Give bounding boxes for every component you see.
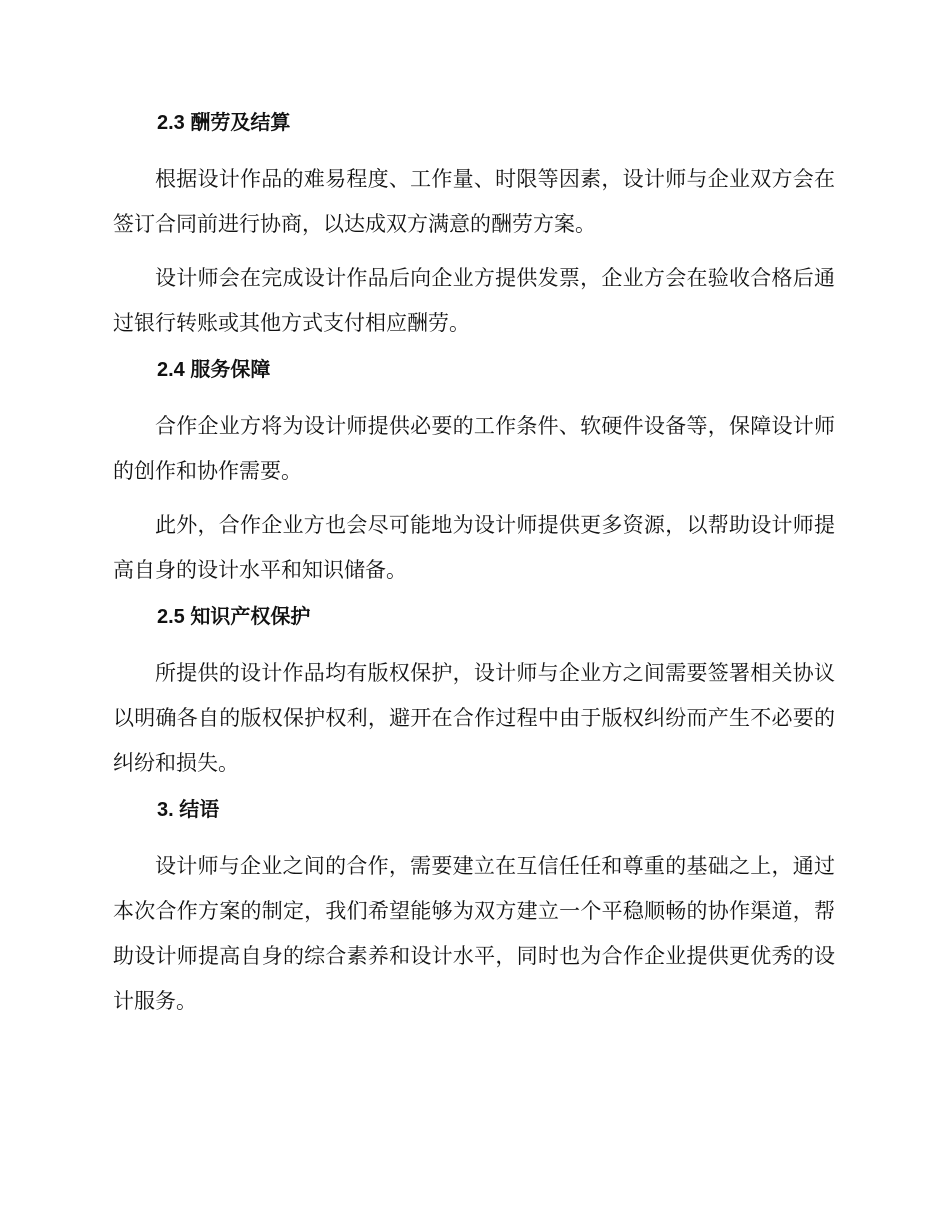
paragraph-conclusion: 设计师与企业之间的合作，需要建立在互信任任和尊重的基础之上，通过本次合作方案的制定，我们希望能够为双方建立一个平稳顺畅的协作渠道，帮助设计师提高自身的综合素养和设计水平，同时也为合作企业提供更优秀的设计服务。 bbox=[113, 854, 835, 1013]
section-heading-remuneration: 2.3 酬劳及结算 bbox=[157, 112, 291, 134]
paragraph-service-conditions: 合作企业方将为设计师提供必要的工作条件、软硬件设备等，保障设计师的创作和协作需要。 bbox=[113, 414, 835, 483]
section-heading-ip-protection: 2.5 知识产权保护 bbox=[157, 606, 311, 628]
paragraph-remuneration-payment: 设计师会在完成设计作品后向企业方提供发票，企业方会在验收合格后通过银行转账或其他方式支付相应酬劳。 bbox=[113, 266, 835, 335]
paragraph-remuneration-negotiation: 根据设计作品的难易程度、工作量、时限等因素，设计师与企业双方会在签订合同前进行协商，以达成双方满意的酬劳方案。 bbox=[113, 167, 835, 236]
section-heading-service-guarantee: 2.4 服务保障 bbox=[157, 359, 271, 381]
section-heading-conclusion: 3. 结语 bbox=[157, 799, 220, 821]
paragraph-service-resources: 此外，合作企业方也会尽可能地为设计师提供更多资源，以帮助设计师提高自身的设计水平和知识储备。 bbox=[113, 513, 835, 582]
paragraph-ip-protection: 所提供的设计作品均有版权保护，设计师与企业方之间需要签署相关协议以明确各自的版权保护权利，避开在合作过程中由于版权纠纷而产生不必要的纠纷和损失。 bbox=[113, 661, 835, 775]
